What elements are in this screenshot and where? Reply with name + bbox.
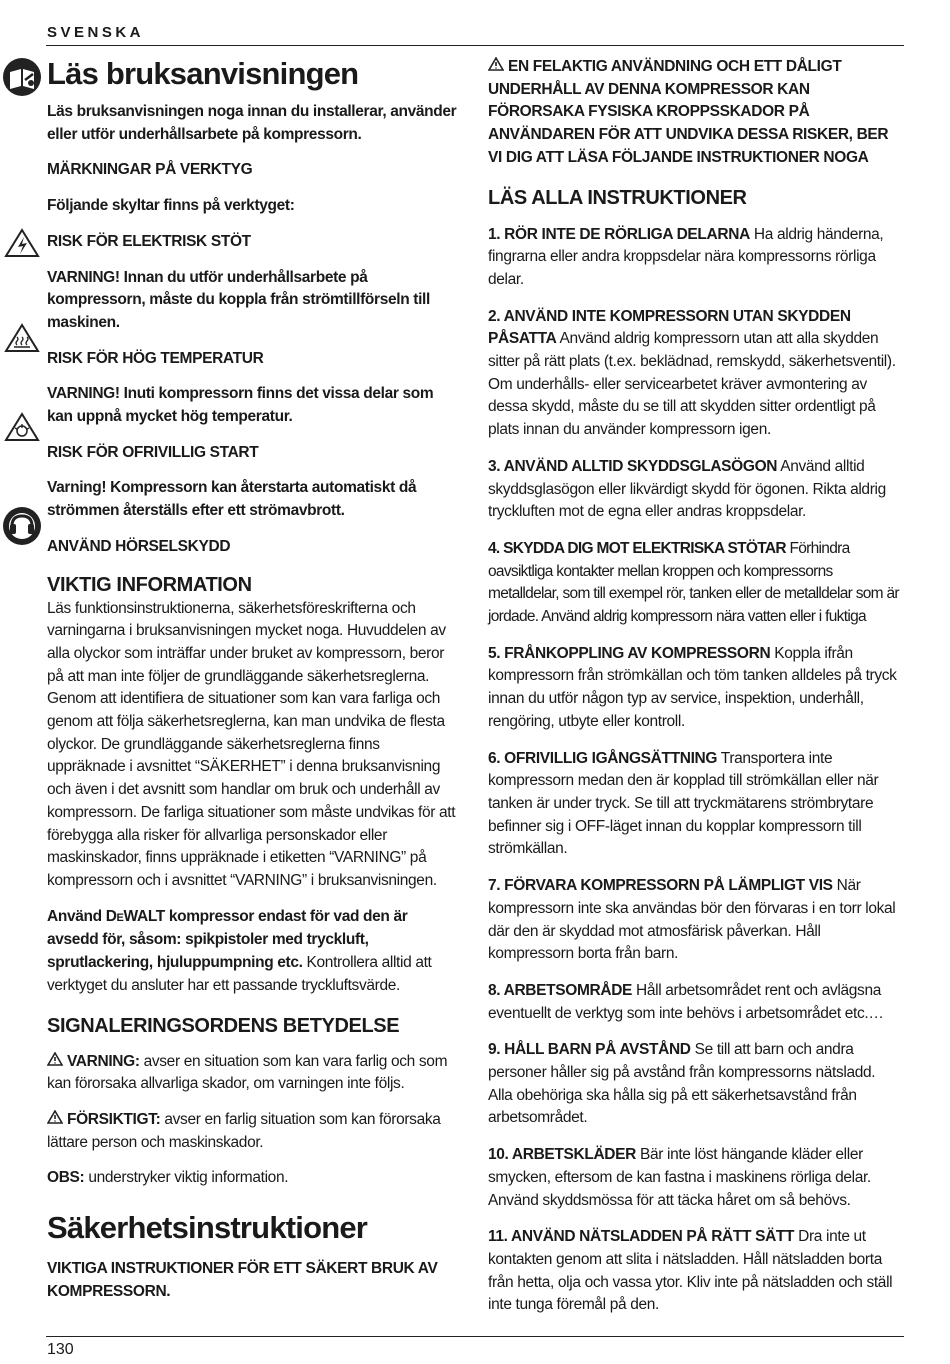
important-heading: VIKTIG INFORMATION <box>47 573 252 596</box>
instruction-text: Bär inte löst hängande kläder eller smycken, eftersom de kan fastna i maskinens rörliga delar. Använd skyddsmössa för att täcka håret om så behövs. <box>488 1146 871 1209</box>
instruction-text: Transportera inte kompressorn medan den är kopplad till strömkällan eller när tanken är under tryck. Se till att tryckmätarens strömbrytare befinner sig i OFF-läget innan du kopplar kompressorn till strömkällan. <box>488 749 879 858</box>
instruction-title: 3. ANVÄND ALLTID SKYDDSGLASÖGON <box>488 457 778 475</box>
hearing-protection-icon <box>2 506 42 546</box>
dewalt-bold-2: WALT kompressor endast för vad den är avsedd för, såsom: spikpistoler med tryckluft, sprutlackering, hjuluppumpning etc. <box>47 907 408 972</box>
instruction-item <box>488 456 902 524</box>
instruction-text: Dra inte ut kontakten genom att slita i nätsladden. Håll nätsladden borta från hetta, olja och vassa ytor. Kliv inte på nätsladden och ställ inte tunga föremål på den. <box>488 1228 893 1314</box>
forsiktigt-paragraph <box>47 1109 459 1154</box>
instruction-item <box>488 538 902 629</box>
language-label: SVENSKA <box>47 24 145 41</box>
instruction-item <box>488 875 902 966</box>
hearing-label: ANVÄND HÖRSELSKYDD <box>47 537 231 555</box>
read-manual-title: Läs bruksanvisningen <box>47 56 359 91</box>
instruction-item <box>488 980 902 1025</box>
forsiktigt-text: avser en farlig situation som kan förorsaka lättare person och maskinskador. <box>47 1110 441 1151</box>
obs-text: understryker viktig information. <box>84 1169 289 1187</box>
important-text: Läs funktionsinstruktionerna, säkerhetsföreskrifterna och varningarna i bruksanvisningen mycket noga. Huvuddelen av alla olyckor som inträffar under bruket av kompressorn, beror på att man inte följer de grundläggande säkerhetsreglerna. Genom att identifiera de situationer som kan vara farliga och genom att följa säkerhetsreglerna, kan man undvika de flesta olyckor. De grundläggande säkerhetsreglerna finns uppräknade i avsnittet “SÄKERHET” i denna bruksanvisning och även i det avsnitt som handlar om bruk och underhåll av kompressorn. De farliga situationer som måste undvikas för att förebygga alla risker för allvarliga personskador eller maskinskador, finns uppräknade i etiketten “VARNING” på kompressorn och i avsnittet “VARNING” i bruksanvisningen. <box>47 599 456 889</box>
temperature-label: RISK FÖR HÖG TEMPERATUR <box>47 349 264 367</box>
instruction-title: 5. FRÅNKOPPLING AV KOMPRESSORN <box>488 644 771 662</box>
safety-subtitle: VIKTIGA INSTRUKTIONER FÖR ETT SÄKERT BRUK AV KOMPRESSORN. <box>47 1260 438 1300</box>
instruction-title: 11. ANVÄND NÄTSLADDEN PÅ RÄTT SÄTT <box>488 1228 795 1246</box>
left-column <box>47 56 459 1303</box>
instruction-item <box>488 1039 902 1130</box>
warning-block <box>488 56 902 170</box>
instruction-text: Använd alltid skyddsglasögon eller likvärdigt skydd för ögonen. Rikta aldrig tryckluften mot de egna eller andras kroppsdelar. <box>488 457 886 521</box>
instruction-text: När kompressorn inte ska användas bör den förvaras i en torr lokal där den är skyddad mot atmosfärisk påverkan. Håll kompressorn borta från barn. <box>488 877 896 963</box>
instruction-item <box>488 748 902 862</box>
signal-heading: SIGNALERINGSORDENS BETYDELSE <box>47 1014 400 1037</box>
warning-triangle-icon <box>47 1052 63 1066</box>
instruction-text: Se till att barn och andra personer håller sig på avstånd från kompressorns nätsladd. Alla obehöriga ska hålla sig på ett säkerhetsavstånd från arbetsområdet. <box>488 1041 876 1127</box>
safety-title: Säkerhetsinstruktioner <box>47 1210 368 1246</box>
obs-label: OBS: <box>47 1169 85 1187</box>
bottom-divider <box>46 1336 904 1337</box>
markings-intro: Följande skyltar finns på verktyget: <box>47 197 295 215</box>
caution-triangle-icon <box>47 1110 63 1124</box>
instruction-title: 1. RÖR INTE DE RÖRLIGA DELARNA <box>488 225 750 243</box>
read-intro: Läs bruksanvisningen noga innan du installerar, använder eller utför underhållsarbete på kompressorn. <box>47 103 457 143</box>
warning-block-text: EN FELAKTIG ANVÄNDNING OCH ETT DÅLIGT UNDERHÅLL AV DENNA KOMPRESSOR KAN FÖRORSAKA FYSISKA KROPPSSKADOR PÅ ANVÄNDAREN FÖR ATT UNDVIKA DESSA RISKER, BER VI DIG ATT LÄSA FÖLJANDE INSTRUKTIONER NOGA <box>488 58 889 166</box>
instruction-text: Koppla ifrån kompressorn från strömkällan och töm tanken alldeles på tryck innan du utför någon typ av service, inspektion, underhåll, rengöring, utbyte eller kontroll. <box>488 644 897 730</box>
varning-label: VARNING: <box>66 1052 140 1070</box>
electric-text: VARNING! Innan du utför underhållsarbete på kompressorn, måste du koppla från strömtillförseln till maskinen. <box>47 268 430 331</box>
instruction-title: 6. OFRIVILLIG IGÅNGSÄTTNING <box>488 749 718 767</box>
read-manual-icon <box>2 57 42 97</box>
varning-paragraph <box>47 1051 459 1096</box>
instruction-title: 10. ARBETSKLÄDER <box>488 1146 636 1164</box>
instruction-list <box>488 224 902 1318</box>
instruction-item <box>488 643 902 734</box>
instruction-title: 7. FÖRVARA KOMPRESSORN PÅ LÄMPLIGT VIS <box>488 877 833 895</box>
dewalt-small-e: E <box>116 911 124 924</box>
instruction-title: 4. SKYDDA DIG MOT ELEKTRISKA STÖTAR <box>488 539 786 557</box>
page-number: 130 <box>47 1341 74 1358</box>
auto-start-label: RISK FÖR OFRIVILLIG START <box>47 443 259 461</box>
instruction-text: Ha aldrig händerna, fingrarna eller andra kroppsdelar nära kompressorns rörliga delar. <box>488 225 884 288</box>
top-divider <box>46 45 904 46</box>
instruction-item <box>488 1144 902 1212</box>
electric-shock-icon <box>4 228 40 258</box>
hot-surface-icon <box>4 323 40 353</box>
electric-label: RISK FÖR ELEKTRISK STÖT <box>47 232 251 250</box>
instruction-item <box>488 224 902 292</box>
obs-paragraph <box>47 1167 459 1190</box>
instruction-title: 2. ANVÄND INTE KOMPRESSORN UTAN SKYDDEN PÅSATTA <box>488 307 851 348</box>
warning-block-triangle-icon <box>488 57 504 71</box>
markings-heading: MÄRKNINGAR PÅ VERKTYG <box>47 161 253 179</box>
dewalt-rest: Kontrollera alltid att verktyget du ansluter har ett passande tryckluftsvärde. <box>47 954 432 994</box>
dewalt-paragraph <box>47 906 459 998</box>
temperature-text: VARNING! Inuti kompressorn finns det vissa delar som kan uppnå mycket hög temperatur. <box>47 385 434 426</box>
instruction-title: 9. HÅLL BARN PÅ AVSTÅND <box>488 1041 691 1059</box>
instruction-title: 8. ARBETSOMRÅDE <box>488 981 633 999</box>
instruction-item <box>488 1226 902 1317</box>
right-column <box>488 56 902 1317</box>
auto-start-icon <box>4 412 40 442</box>
read-all-heading: LÄS ALLA INSTRUKTIONER <box>488 186 747 209</box>
instruction-text: Använd aldrig kompressorn utan att alla skydden sitter på rätt plats (t.ex. beklädnad, remskydd, säkerhetsventil). Om underhålls- eller servicearbetet kräver avmontering av dessa skydd, måste du se till att skydden sitter ordentligt på plats innan du använder kompressorn igen. <box>488 330 896 439</box>
varning-text: avser en situation som kan vara farlig och som kan förorsaka allvarliga skador, om varningen inte följs. <box>47 1052 448 1093</box>
forsiktigt-label: FÖRSIKTIGT: <box>66 1110 161 1128</box>
dewalt-bold-1: Använd D <box>47 907 117 925</box>
instruction-text: Håll arbetsområdet rent och avlägsna eventuellt de verktyg som inte behövs i arbetsområdet etc.… <box>488 981 884 1022</box>
instruction-item <box>488 306 902 442</box>
instruction-text: Förhindra oavsiktliga kontakter mellan kroppen och kompressorns metalldelar, som till exempel rör, tanken eller de metalldelar som är jordade. Använd aldrig kompressorn nära vatten eller i fuktiga <box>488 539 899 626</box>
auto-start-text: Varning! Kompressorn kan återstarta automatiskt då strömmen återställs efter ett strömavbrott. <box>47 479 417 520</box>
